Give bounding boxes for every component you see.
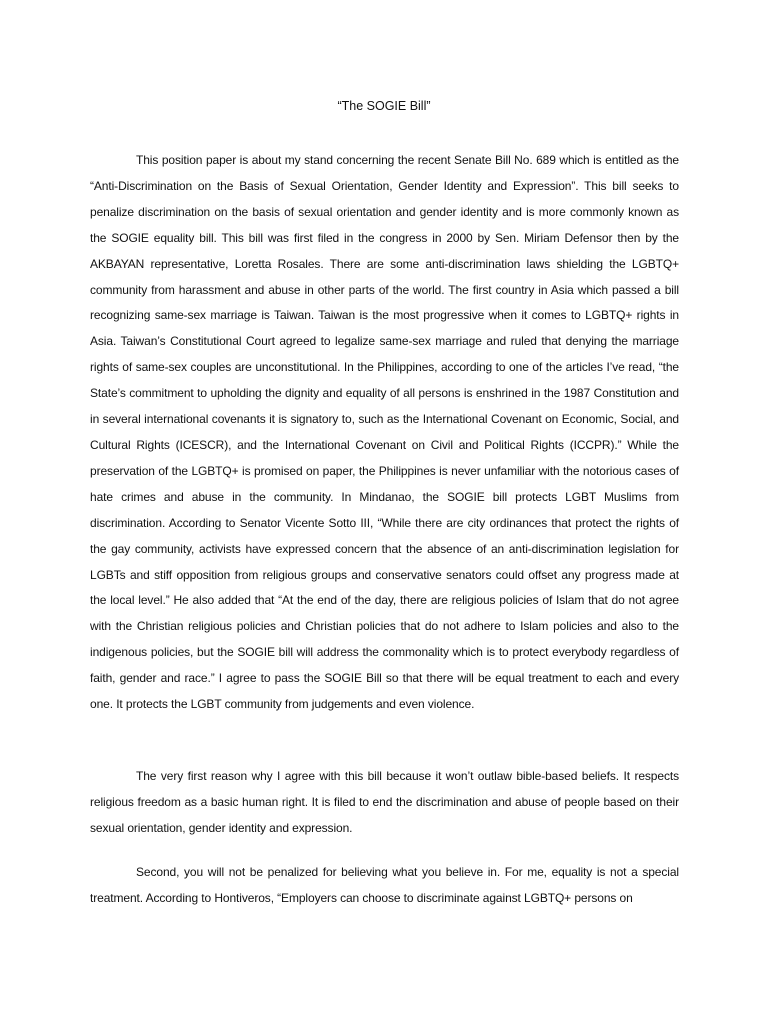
paragraph: The very first reason why I agree with this bill because it won’t outlaw bible-based beliefs. It respects religious freedom as a basic human right. It is filed to end the discrimination and abuse of people based on their sexual orientation, gender identity and expression. <box>90 769 679 835</box>
paragraph: This position paper is about my stand concerning the recent Senate Bill No. 689 which is entitled as the “Anti-Discrimination on the Basis of Sexual Orientation, Gender Identity and Expression”. This bill seeks to penalize discrimination on the basis of sexual orientation and gender identity and is more commonly known as the SOGIE equality bill. This bill was first filed in the congress in 2000 by Sen. Miriam Defensor then by the AKBAYAN representative, Loretta Rosales. There are some anti-discrimination laws shielding the LGBTQ+ community from harassment and abuse in other parts of the world. The first country in Asia which passed a bill recognizing same-sex marriage is Taiwan. Taiwan is the most progressive when it comes to LGBTQ+ rights in Asia. Taiwan’s Constitutional Court agreed to legalize same-sex marriage and ruled that denying the marriage rights of same-sex couples are unconstitutional. In the Philippines, according to one of the articles I’ve read, “the State’s commitment to upholding the dignity and equality of all persons is enshrined in the 1987 Constitution and in several international covenants it is signatory to, such as the International Covenant on Economic, Social, and Cultural Rights (ICESCR), and the International Covenant on Civil and Political Rights (ICCPR).” While the preservation of the LGBTQ+ is promised on paper, the Philippines is never unfamiliar with the notorious cases of hate crimes and abuse in the community. In Mindanao, the SOGIE bill protects LGBT Muslims from discrimination. According to Senator Vicente Sotto III, “While there are city ordinances that protect the rights of the gay community, activists have expressed concern that the absence of an anti-discrimination legislation for LGBTs and stiff opposition from religious groups and conservative senators could offset any progress made at the local level.” He also added that “At the end of the day, there are religious policies of Islam that do not agree with the Christian religious policies and Christian policies that do not adhere to Islam policies and also to the indigenous policies, but the SOGIE bill will address the commonality which is to protect everybody regardless of faith, gender and race.” I agree to pass the SOGIE Bill so that there will be equal treatment to each and every one. It protects the LGBT community from judgements and even violence. <box>90 153 679 712</box>
paragraph: Second, you will not be penalized for believing what you believe in. For me, equality is not a special treatment. According to Hontiveros, “Employers can choose to discriminate against LGBTQ+ persons on <box>90 865 679 905</box>
paragraph-3-block <box>90 860 679 912</box>
document-title: “The SOGIE Bill” <box>337 99 431 113</box>
paragraph-1-block <box>90 148 679 718</box>
paragraph-2-block <box>90 764 679 842</box>
